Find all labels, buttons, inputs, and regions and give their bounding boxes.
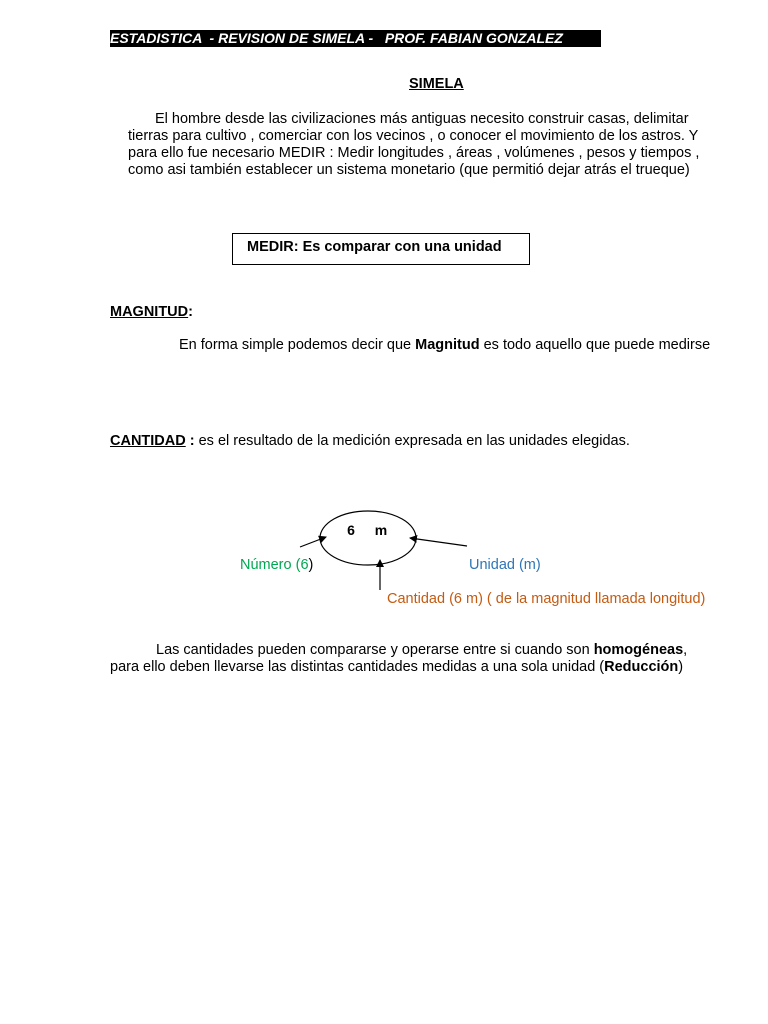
cantidad-heading-colon: : xyxy=(185,433,195,449)
magnitud-heading-label: MAGNITUD xyxy=(110,304,189,320)
magnitud-def-after: es todo aquello que puede medirse xyxy=(479,337,711,353)
document-header xyxy=(110,30,601,47)
numero-label-value: 6 xyxy=(300,557,309,573)
closing-bold-reduccion: Reducción xyxy=(604,659,679,675)
magnitud-def-before: En forma simple podemos decir que xyxy=(179,337,416,353)
numero-label xyxy=(240,557,313,573)
closing-bold-homogeneas: homogéneas xyxy=(593,642,684,658)
ellipse-unit: m xyxy=(374,522,388,538)
magnitud-def-bold: Magnitud xyxy=(415,337,480,353)
header-text: ESTADISTICA - REVISION DE SIMELA - PROF. FABIAN GONZALEZ xyxy=(110,30,563,46)
medir-definition-text: MEDIR: Es comparar con una unidad xyxy=(247,239,502,255)
medir-definition-box xyxy=(232,233,530,265)
unidad-arrow xyxy=(410,538,467,546)
quantity-ellipse xyxy=(320,511,416,565)
closing-middle: , para ello deben llevarse las distintas cantidades medidas a una sola unidad ( xyxy=(110,642,688,675)
numero-label-prefix: Número ( xyxy=(240,557,301,573)
magnitud-heading xyxy=(110,304,193,320)
closing-after: ) xyxy=(678,659,684,675)
closing-before: Las cantidades pueden compararse y operarse entre si cuando son xyxy=(156,642,594,658)
cantidad-label: Cantidad (6 m) ( de la magnitud llamada longitud) xyxy=(387,591,706,607)
intro-paragraph: El hombre desde las civilizaciones más antiguas necesito construir casas, delimitar tierras para cultivo , comerciar con los vecinos , o conocer el movimiento de los astros. Y para ello fue necesario MEDIR : Medir longitudes , áreas , volúmenes , pesos y tiempos , como asi también establecer un sistema monetario (que permitió dejar atrás el trueque) xyxy=(128,111,700,178)
cantidad-definition xyxy=(110,433,730,450)
page-title: SIMELA xyxy=(409,76,464,92)
closing-paragraph xyxy=(110,642,710,676)
cantidad-heading-label: CANTIDAD xyxy=(110,433,186,449)
ellipse-number: 6 xyxy=(347,522,355,538)
magnitud-heading-colon: : xyxy=(188,304,193,320)
magnitud-definition xyxy=(179,337,719,354)
numero-label-suffix: ) xyxy=(308,557,314,573)
unidad-label: Unidad (m) xyxy=(469,557,541,573)
cantidad-definition-text: es el resultado de la medición expresada en las unidades elegidas. xyxy=(194,433,630,449)
